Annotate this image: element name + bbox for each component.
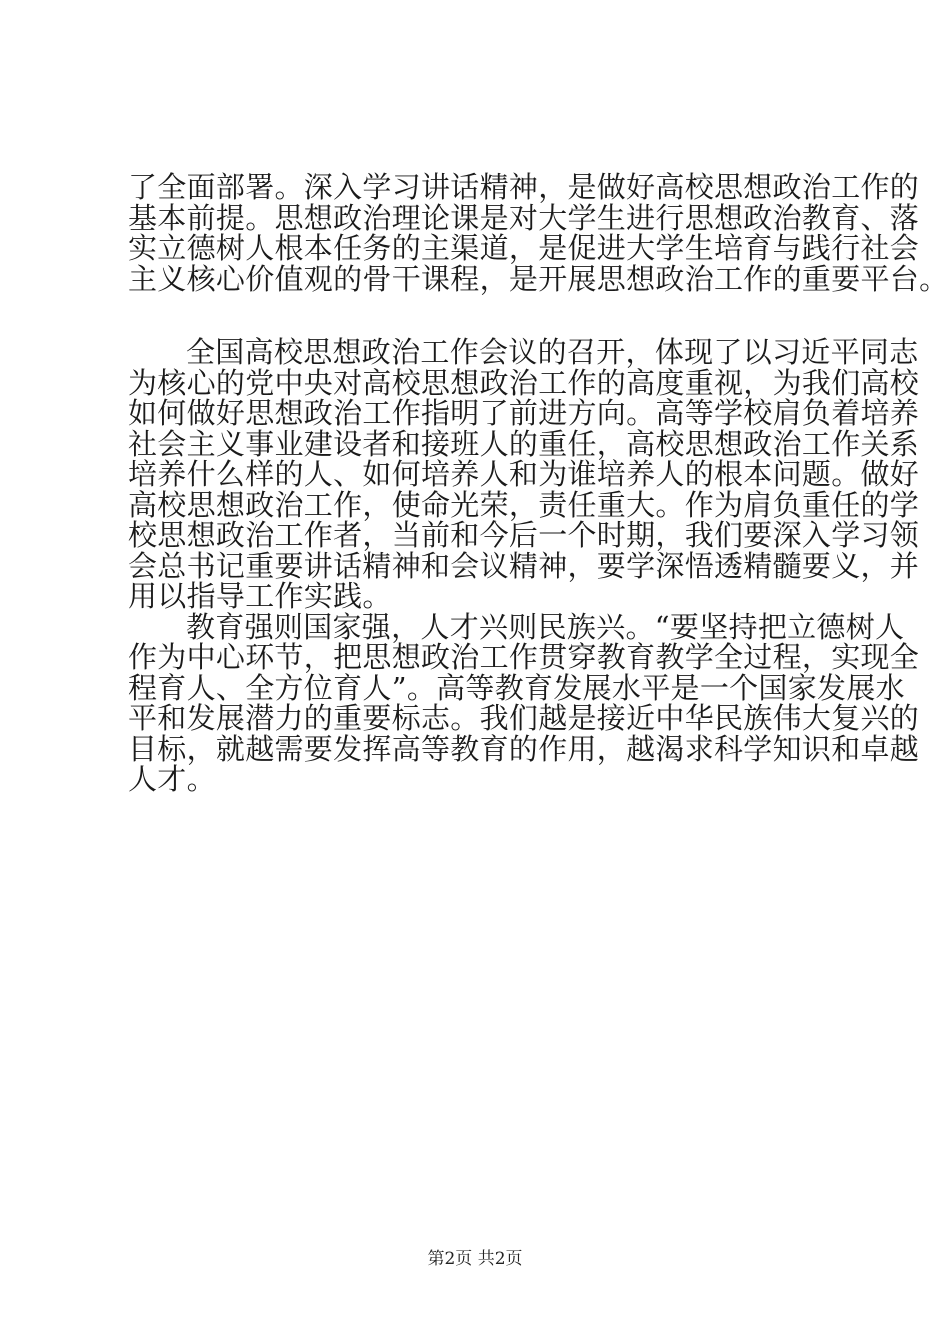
- paragraph-line: 高校思想政治工作，使命光荣，责任重大。作为肩负重任的学: [128, 487, 920, 522]
- paragraph-line: 培养什么样的人、如何培养人和为谁培养人的根本问题。做好: [128, 457, 920, 491]
- paragraph-line: 会总书记重要讲话精神和会议精神，要学深悟透精髓要义，并: [128, 548, 920, 583]
- paragraph-line: 全国高校思想政治工作会议的召开，体现了以习近平同志: [186, 335, 919, 369]
- paragraph-line: 基本前提。思想政治理论课是对大学生进行思想政治教育、落: [128, 200, 920, 235]
- paragraph-line: 目标，就越需要发挥高等教育的作用，越渴求科学知识和卓越: [128, 731, 920, 766]
- paragraph-line: 平和发展潜力的重要标志。我们越是接近中华民族伟大复兴的: [128, 701, 920, 735]
- paragraph-line: 校思想政治工作者，当前和今后一个时期，我们要深入学习领: [128, 518, 920, 552]
- paragraph-line: 程育人、全方位育人”。高等教育发展水平是一个国家发展水: [128, 670, 905, 705]
- paragraph-line: 主义核心价值观的骨干课程，是开展思想政治工作的重要平台。: [128, 261, 949, 296]
- paragraph-line: 为核心的党中央对高校思想政治工作的高度重视，为我们高校: [128, 365, 920, 400]
- paragraph-line: 用以指导工作实践。: [128, 579, 392, 613]
- paragraph-2: [128, 335, 920, 613]
- paragraph-line: 作为中心环节，把思想政治工作贯穿教育教学全过程，实现全: [128, 640, 920, 674]
- paragraph-line: 人才。: [128, 762, 216, 796]
- paragraph-3: [128, 609, 920, 796]
- paragraph-line: 如何做好思想政治工作指明了前进方向。高等学校肩负着培养: [128, 396, 920, 430]
- paragraph-spacer: [128, 294, 844, 337]
- paragraph-line: 教育强则国家强，人才兴则民族兴。“要坚持把立德树人: [186, 609, 905, 644]
- page-footer: 第2页 共2页: [427, 1249, 523, 1269]
- paragraph-line: 实立德树人根本任务的主渠道，是促进大学生培育与践行社会: [128, 231, 920, 265]
- paragraph-line: 社会主义事业建设者和接班人的重任，高校思想政治工作关系: [128, 426, 920, 461]
- paragraph-1: [128, 170, 949, 296]
- document-body: [128, 170, 949, 796]
- paragraph-line: 了全面部署。深入学习讲话精神，是做好高校思想政治工作的: [128, 170, 920, 204]
